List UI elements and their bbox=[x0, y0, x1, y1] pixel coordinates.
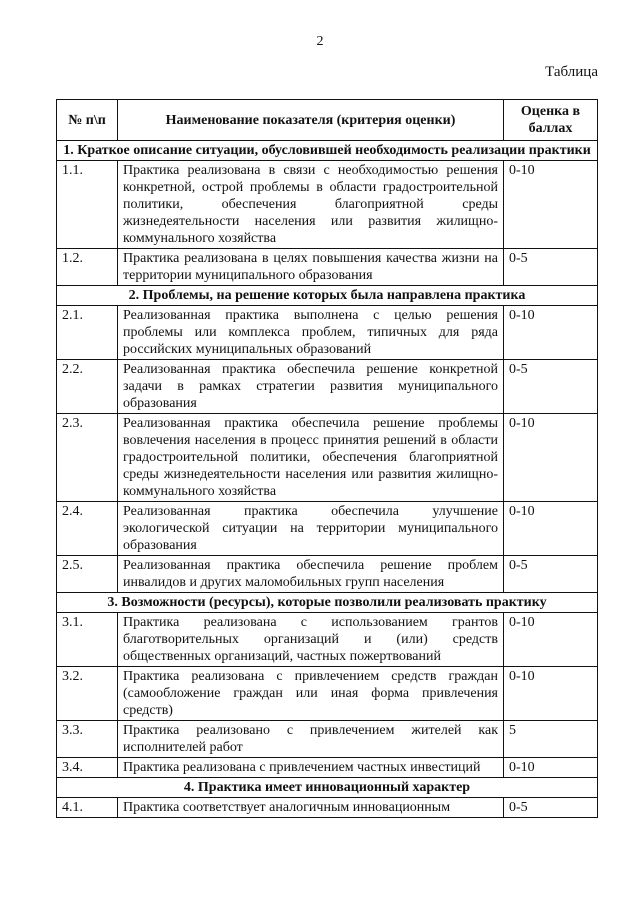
row-score: 0-10 bbox=[504, 414, 598, 502]
row-text: Практика реализована в целях повышения качества жизни на территории муниципального образования bbox=[118, 249, 504, 286]
section-title: 2. Проблемы, на решение которых была направлена практика bbox=[57, 286, 598, 306]
row-score: 0-10 bbox=[504, 161, 598, 249]
row-num: 1.1. bbox=[57, 161, 118, 249]
table-row bbox=[57, 414, 598, 502]
row-text: Практика реализовано с привлечением жителей как исполнителей работ bbox=[118, 721, 504, 758]
row-score: 0-10 bbox=[504, 667, 598, 721]
table-row bbox=[57, 667, 598, 721]
row-text: Реализованная практика обеспечила решение проблемы вовлечения населения в процесс принятия решений в области градостроительной политики, обеспечения благоприятной среды жизнедеятельности населения или развития жилищно-коммунального хозяйства bbox=[118, 414, 504, 502]
table-row bbox=[57, 721, 598, 758]
row-num: 3.4. bbox=[57, 758, 118, 778]
table-row bbox=[57, 161, 598, 249]
row-score: 5 bbox=[504, 721, 598, 758]
table-caption: Таблица bbox=[545, 64, 598, 80]
row-text: Практика реализована с привлечением частных инвестиций bbox=[118, 758, 504, 778]
row-score: 0-5 bbox=[504, 249, 598, 286]
row-num: 3.1. bbox=[57, 613, 118, 667]
row-score: 0-5 bbox=[504, 798, 598, 818]
section-row bbox=[57, 141, 598, 161]
row-text: Практика реализована с привлечением средств граждан (самообложение граждан или иная форма привлечения средств) bbox=[118, 667, 504, 721]
row-num: 3.2. bbox=[57, 667, 118, 721]
row-num: 2.2. bbox=[57, 360, 118, 414]
table-row bbox=[57, 360, 598, 414]
row-score: 0-10 bbox=[504, 613, 598, 667]
row-num: 2.3. bbox=[57, 414, 118, 502]
row-text: Практика реализована с использованием грантов благотворительных организаций и (или) средств общественных организаций, частных пожертвований bbox=[118, 613, 504, 667]
table-row bbox=[57, 613, 598, 667]
table-row bbox=[57, 758, 598, 778]
header-num: № п\п bbox=[57, 100, 118, 141]
row-num: 2.1. bbox=[57, 306, 118, 360]
header-row bbox=[57, 100, 598, 141]
table-row bbox=[57, 798, 598, 818]
section-row bbox=[57, 778, 598, 798]
row-score: 0-10 bbox=[504, 758, 598, 778]
row-num: 1.2. bbox=[57, 249, 118, 286]
row-num: 3.3. bbox=[57, 721, 118, 758]
header-name: Наименование показателя (критерия оценки) bbox=[118, 100, 504, 141]
header-score: Оценка в баллах bbox=[504, 100, 598, 141]
row-num: 2.5. bbox=[57, 556, 118, 593]
row-score: 0-10 bbox=[504, 306, 598, 360]
row-text: Реализованная практика обеспечила решение проблем инвалидов и других маломобильных групп населения bbox=[118, 556, 504, 593]
table-row bbox=[57, 306, 598, 360]
row-text: Реализованная практика обеспечила решение конкретной задачи в рамках стратегии развития муниципального образования bbox=[118, 360, 504, 414]
row-text: Практика реализована в связи с необходимостью решения конкретной, острой проблемы в области градостроительной политики, обеспечения благоприятной среды жизнедеятельности населения или развития жилищно-коммунального хозяйства bbox=[118, 161, 504, 249]
row-text: Реализованная практика выполнена с целью решения проблемы или комплекса проблем, типичных для ряда российских муниципальных образований bbox=[118, 306, 504, 360]
row-num: 4.1. bbox=[57, 798, 118, 818]
row-score: 0-5 bbox=[504, 360, 598, 414]
section-title: 1. Краткое описание ситуации, обусловившей необходимость реализации практики bbox=[57, 141, 598, 161]
row-text: Практика соответствует аналогичным инновационным bbox=[118, 798, 504, 818]
table-row bbox=[57, 556, 598, 593]
section-title: 3. Возможности (ресурсы), которые позволили реализовать практику bbox=[57, 593, 598, 613]
section-row bbox=[57, 593, 598, 613]
row-score: 0-5 bbox=[504, 556, 598, 593]
page-number: 2 bbox=[316, 34, 324, 49]
table-row bbox=[57, 502, 598, 556]
table-row bbox=[57, 249, 598, 286]
row-num: 2.4. bbox=[57, 502, 118, 556]
section-row bbox=[57, 286, 598, 306]
row-score: 0-10 bbox=[504, 502, 598, 556]
section-title: 4. Практика имеет инновационный характер bbox=[57, 778, 598, 798]
row-text: Реализованная практика обеспечила улучшение экологической ситуации на территории муниципального образования bbox=[118, 502, 504, 556]
criteria-table bbox=[56, 99, 598, 818]
